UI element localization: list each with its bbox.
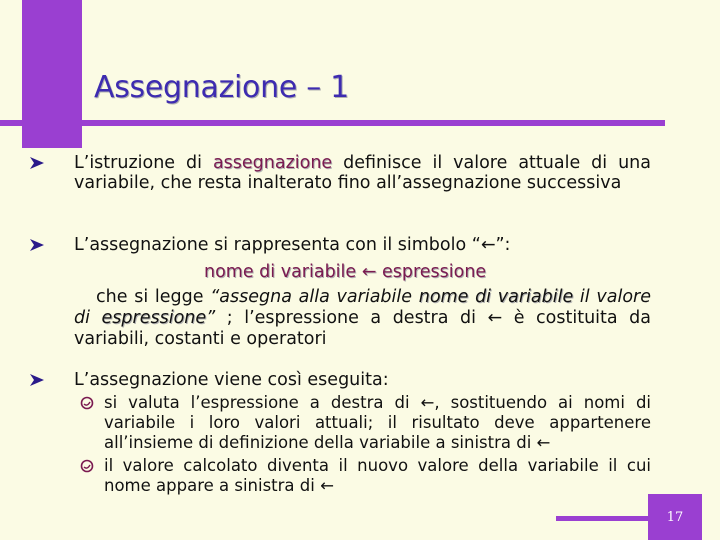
bullet-1-text: L’istruzione di assegnazione definisce il valore attuale di una variabile, che resta inalterato fino all’assegnazione successiva — [74, 153, 651, 193]
decorative-bar-horizontal — [0, 120, 665, 126]
arrow-bullet-icon — [30, 374, 44, 386]
circle-bullet-icon — [80, 396, 94, 410]
page-number: 17 — [648, 494, 702, 540]
assignment-formula: nome di variabile ← espressione — [204, 262, 487, 282]
sub-bullet-1-text: si valuta l’espressione a destra di ←, sostituendo ai nomi di variabile i loro valori attuali; il risultato deve appartenere all’insieme di definizione della variabile a sinistra di ← — [104, 393, 651, 452]
circle-bullet-icon — [80, 459, 94, 473]
footer-line — [556, 516, 648, 521]
bullet-2-reading: che si legge “assegna alla variabile nome di variabile il valore di espressione” ; l’espressione a destra di ← è costituita da variabili, costanti e operatori — [74, 287, 651, 349]
sub-bullet-2-text: il valore calcolato diventa il nuovo valore della variabile il cui nome appare a sinistra di ← — [104, 456, 651, 495]
arrow-bullet-icon — [30, 157, 44, 169]
slide-title: Assegnazione – 1 — [94, 70, 349, 105]
arrow-bullet-icon — [30, 239, 44, 251]
bullet-3-line1: L’assegnazione viene così eseguita: — [74, 370, 389, 390]
bullet-2-line1: L’assegnazione si rappresenta con il simbolo “←”: — [74, 235, 511, 255]
term-assegnazione: assegnazione — [212, 153, 333, 173]
